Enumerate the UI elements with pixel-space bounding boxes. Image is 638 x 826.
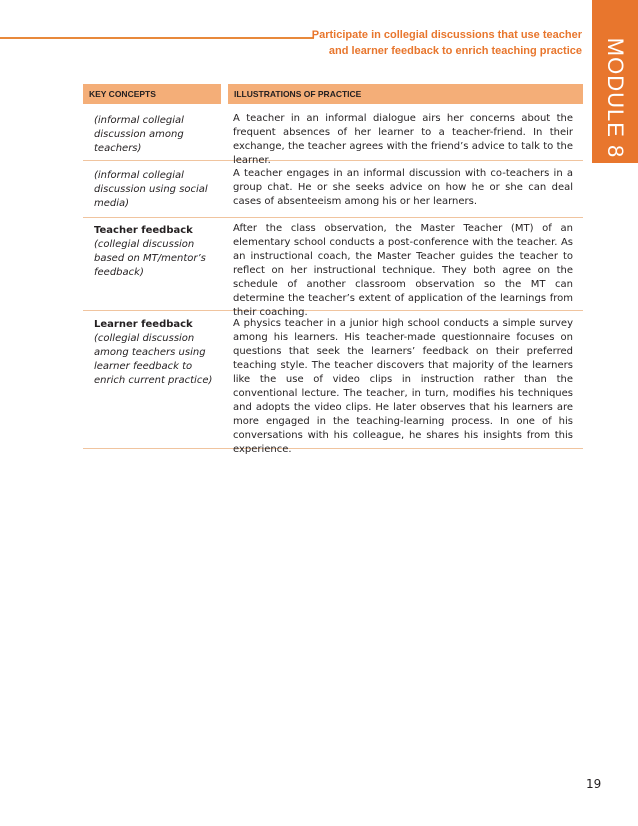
key-concept-title: Learner feedback	[94, 319, 193, 330]
table-row	[83, 110, 583, 166]
practice-cell: After the class observation, the Master Teacher (MT) of an elementary school conducts a post-conference with the teacher. As an instructional coach, the Master Teacher guides the teacher to reflect on her instructional technique. They both agree on the schedule of another classroom observation so the MT can determine the teacher’s extent of application of the learnings from their coaching.	[233, 223, 573, 318]
page-number: 19	[586, 777, 602, 791]
header-title-line-1: Participate in collegial discussions that use teacher	[311, 29, 582, 41]
table-row	[83, 218, 583, 318]
table-row	[83, 161, 583, 218]
module-tab-label: MODULE 8	[603, 37, 628, 159]
key-concept-cell	[94, 169, 214, 211]
key-concept-cell	[94, 224, 214, 280]
column-header-key-concepts: KEY CONCEPTS	[83, 84, 221, 104]
key-concept-cell	[94, 318, 214, 388]
practice-cell: A physics teacher in a junior high school conducts a simple survey among his learners. His teacher-made questionnaire focuses on questions that seek the learners’ feedback on their preferred teaching style. The teacher discovers that majority of the learners like the use of video clips in instruction rather than the conventional lecture. The teacher, in turn, modifies his techniques and adopts the video clips. He later observes that his learners are more engaged in the teaching-learning process. In one of his conversations with his colleague, he shares his insights from this experience.	[233, 318, 573, 455]
practice-cell: A teacher engages in an informal discussion with co-teachers in a group chat. He or she seeks advice on how he or she can deal cases of absenteeism among his or her learners.	[233, 168, 573, 207]
key-concept-cell	[94, 114, 214, 156]
key-concept-description: (informal collegial discussion using social media)	[94, 170, 208, 209]
header-title-line-2: and learner feedback to enrich teaching practice	[328, 45, 582, 57]
module-tab	[592, 0, 638, 163]
column-header-illustrations: ILLUSTRATIONS OF PRACTICE	[228, 84, 583, 104]
table-row	[83, 311, 583, 455]
page-header-title	[292, 27, 582, 59]
key-concept-title: Teacher feedback	[94, 225, 193, 236]
key-concept-description: (informal collegial discussion among teachers)	[94, 115, 184, 154]
key-concept-description: (collegial discussion based on MT/mentor’s feedback)	[94, 239, 206, 278]
key-concept-description: (collegial discussion among teachers using learner feedback to enrich current practice)	[94, 333, 213, 386]
header-rule	[0, 37, 314, 39]
practice-cell: A teacher in an informal dialogue airs her concerns about the frequent absences of her learner to a teacher-friend. In their exchange, the teacher agrees with the friend’s advice to talk to the learner.	[233, 113, 573, 166]
